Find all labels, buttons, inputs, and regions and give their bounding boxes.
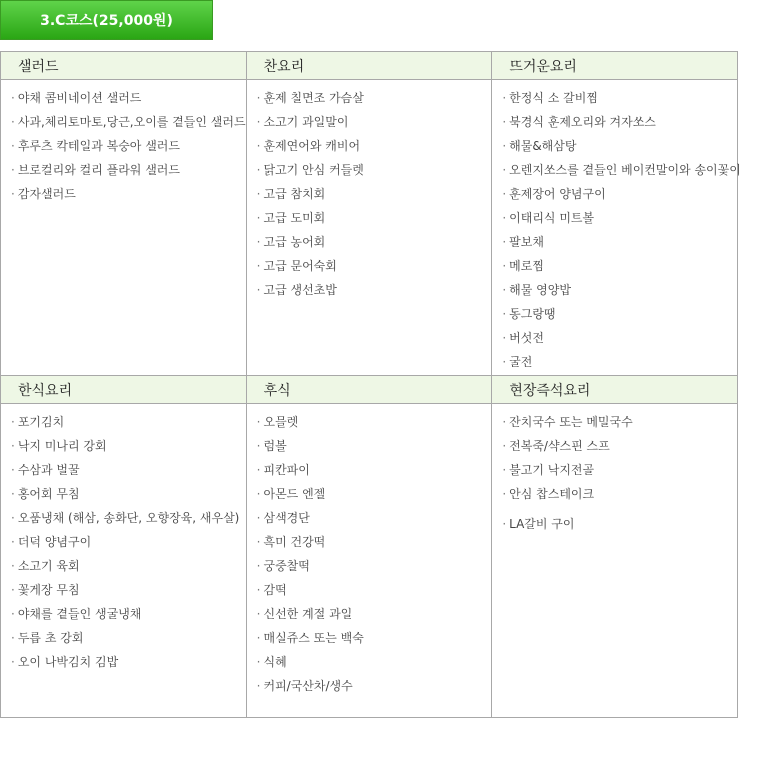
section-hot-dishes — [492, 80, 741, 376]
menu-item-label: 소고기 과일말이 — [263, 115, 349, 129]
bullet-dot: · — [11, 463, 15, 477]
menu-item — [11, 110, 246, 134]
menu-item — [11, 626, 246, 650]
section-header-cold-dishes: 찬요리 — [246, 52, 492, 80]
menu-item-label: 고급 문어숙회 — [263, 259, 337, 273]
menu-item-label: 홍어회 무침 — [17, 487, 80, 501]
menu-item — [257, 602, 492, 626]
section-header-salad: 샐러드 — [1, 52, 247, 80]
menu-item — [11, 434, 246, 458]
menu-item-label: 불고기 낙지전골 — [509, 463, 595, 477]
bullet-dot: · — [256, 511, 261, 525]
bullet-dot: · — [256, 607, 261, 621]
menu-item-label: 감자샐러드 — [17, 187, 76, 201]
menu-item — [257, 530, 492, 554]
bullet-dot: · — [502, 163, 507, 177]
menu-item-label: 커피/국산차/생수 — [263, 679, 353, 693]
menu-item — [502, 512, 737, 536]
bullet-dot: · — [256, 439, 261, 453]
section-header-dessert: 후식 — [246, 376, 492, 404]
menu-item — [257, 650, 492, 674]
menu-item — [257, 458, 492, 482]
menu-item — [502, 458, 737, 482]
item-list — [1, 86, 246, 206]
menu-item — [502, 302, 737, 326]
bullet-dot: · — [256, 115, 261, 129]
menu-item-label: 메로찜 — [509, 259, 544, 273]
menu-item — [257, 626, 492, 650]
bullet-dot: · — [256, 187, 261, 201]
section-header-hot-dishes: 뜨거운요리 — [492, 52, 738, 80]
menu-item-label: 굴전 — [509, 355, 533, 369]
menu-item-label: 삼색경단 — [263, 511, 310, 525]
section-header-live-cooking: 현장즉석요리 — [492, 376, 738, 404]
menu-item-label: 한정식 소 갈비찜 — [509, 91, 598, 105]
bullet-dot: · — [256, 91, 261, 105]
section-korean — [1, 404, 247, 718]
menu-item-label: LA갈비 구이 — [509, 517, 575, 531]
menu-item-label: 감떡 — [263, 583, 287, 597]
list-row-2 — [1, 404, 738, 718]
header-row-1 — [1, 52, 738, 80]
menu-item — [502, 326, 737, 350]
bullet-dot: · — [256, 163, 261, 177]
bullet-dot: · — [502, 235, 507, 249]
menu-item-label: 오이 나박김치 김밥 — [17, 655, 119, 669]
section-live-cooking — [492, 404, 738, 718]
menu-item — [11, 158, 246, 182]
bullet-dot: · — [256, 211, 261, 225]
menu-item — [502, 182, 737, 206]
bullet-dot: · — [11, 187, 15, 201]
section-dessert — [246, 404, 492, 718]
menu-item — [257, 230, 492, 254]
section-cold-dishes — [246, 80, 492, 376]
bullet-dot: · — [11, 139, 15, 153]
menu-item-label: 고급 참치회 — [263, 187, 326, 201]
menu-item-label: 수삼과 벌꿀 — [17, 463, 80, 477]
menu-item-label: 고급 도미회 — [263, 211, 326, 225]
bullet-dot: · — [11, 163, 15, 177]
bullet-dot: · — [502, 331, 507, 345]
bullet-dot: · — [256, 487, 261, 501]
header-row-2 — [1, 376, 738, 404]
menu-item-label: 매실쥬스 또는 백숙 — [263, 631, 364, 645]
menu-item — [11, 458, 246, 482]
menu-item — [502, 158, 741, 182]
bullet-dot: · — [502, 415, 507, 429]
menu-item-label: 훈제연어와 캐비어 — [263, 139, 361, 153]
bullet-dot: · — [256, 583, 261, 597]
bullet-dot: · — [502, 115, 507, 129]
bullet-dot: · — [11, 607, 15, 621]
menu-item-label: 후루츠 칵테일과 복숭아 샐러드 — [17, 139, 180, 153]
bullet-dot: · — [11, 115, 15, 129]
menu-item-label: 안심 찹스테이크 — [509, 487, 595, 501]
bullet-dot: · — [502, 355, 507, 369]
menu-item — [502, 482, 737, 506]
bullet-dot: · — [11, 535, 15, 549]
menu-item — [257, 482, 492, 506]
section-salad — [1, 80, 247, 376]
section-header-korean: 한식요리 — [1, 376, 247, 404]
menu-item-label: 피칸파이 — [263, 463, 310, 477]
menu-item-label: 오렌지쏘스를 곁들인 베이컨말이와 송이꽃이 — [509, 163, 741, 177]
bullet-dot: · — [502, 307, 507, 321]
bullet-dot: · — [502, 139, 507, 153]
menu-item — [257, 578, 492, 602]
menu-item-label: 해물&해삼탕 — [509, 139, 577, 153]
bullet-dot: · — [256, 283, 261, 297]
menu-item — [257, 182, 492, 206]
menu-item-label: 꽃게장 무침 — [17, 583, 80, 597]
menu-item — [257, 410, 492, 434]
bullet-dot: · — [11, 559, 15, 573]
menu-item — [502, 410, 737, 434]
bullet-dot: · — [502, 487, 507, 501]
menu-item-label: 소고기 육회 — [17, 559, 80, 573]
bullet-dot: · — [502, 187, 507, 201]
menu-item-label: 사과,체리토마토,당근,오이를 곁들인 샐러드 — [17, 115, 246, 129]
menu-item — [502, 206, 737, 230]
bullet-dot: · — [256, 259, 261, 273]
menu-item-label: 야채를 곁들인 생굴냉채 — [17, 607, 142, 621]
bullet-dot: · — [11, 511, 15, 525]
menu-item-label: 전복죽/샥스핀 스프 — [509, 439, 610, 453]
menu-item — [11, 86, 246, 110]
menu-item-label: 오믈렛 — [263, 415, 299, 429]
bullet-dot: · — [256, 235, 261, 249]
menu-item — [502, 230, 737, 254]
menu-item-label: 고급 농어회 — [263, 235, 326, 249]
menu-item — [257, 434, 492, 458]
menu-item-label: 훈제장어 양념구이 — [509, 187, 606, 201]
menu-item — [11, 554, 246, 578]
bullet-dot: · — [502, 259, 507, 273]
menu-item-label: 포기김치 — [17, 415, 65, 429]
menu-item-label: 궁중찰떡 — [263, 559, 310, 573]
menu-item-label: 흑미 건강떡 — [263, 535, 326, 549]
menu-item — [257, 554, 492, 578]
menu-item — [502, 278, 737, 302]
course-tab[interactable] — [0, 0, 213, 40]
bullet-dot: · — [256, 139, 261, 153]
menu-item-label: 오품냉채 (해삼, 송화단, 오향장육, 새우살) — [17, 511, 240, 525]
menu-item-label: 야채 콤비네이션 샐러드 — [17, 91, 142, 105]
menu-item-label: 아몬드 엔젤 — [263, 487, 326, 501]
menu-table — [0, 51, 741, 718]
menu-item — [257, 110, 492, 134]
bullet-dot: · — [11, 655, 15, 669]
menu-item-label: 이태리식 미트볼 — [509, 211, 595, 225]
bullet-dot: · — [11, 487, 15, 501]
menu-item-label: 럼볼 — [263, 439, 287, 453]
item-list — [1, 410, 246, 674]
bullet-dot: · — [256, 463, 261, 477]
bullet-dot: · — [256, 679, 261, 693]
bullet-dot: · — [256, 415, 261, 429]
bullet-dot: · — [256, 535, 261, 549]
menu-item-label: 팔보채 — [509, 235, 544, 249]
menu-item — [257, 134, 492, 158]
menu-item-label: 버섯전 — [509, 331, 544, 345]
menu-item — [502, 134, 737, 158]
bullet-dot: · — [11, 583, 15, 597]
bullet-dot: · — [11, 631, 15, 645]
course-title: 3.C코스(25,000원) — [40, 13, 173, 29]
menu-item — [502, 350, 737, 374]
bullet-dot: · — [502, 211, 507, 225]
menu-item — [11, 410, 246, 434]
menu-item-label: 낙지 미나리 강회 — [17, 439, 107, 453]
menu-item — [257, 158, 492, 182]
menu-item — [11, 650, 246, 674]
bullet-dot: · — [502, 463, 507, 477]
menu-item-label: 북경식 훈제오리와 겨자쏘스 — [509, 115, 656, 129]
menu-item-label: 동그랑땡 — [509, 307, 556, 321]
menu-item — [11, 578, 246, 602]
menu-item — [11, 530, 246, 554]
item-list — [247, 86, 492, 302]
menu-item — [257, 254, 492, 278]
menu-item — [502, 110, 737, 134]
item-list — [492, 86, 741, 374]
menu-item — [502, 434, 737, 458]
menu-item — [257, 506, 492, 530]
menu-item — [11, 482, 246, 506]
menu-item — [502, 254, 737, 278]
bullet-dot: · — [256, 655, 261, 669]
list-row-1 — [1, 80, 738, 376]
bullet-dot: · — [502, 91, 507, 105]
item-list — [247, 410, 492, 698]
bullet-dot: · — [502, 517, 507, 531]
menu-item-label: 훈제 칠면조 가슴살 — [263, 91, 364, 105]
bullet-dot: · — [256, 631, 261, 645]
menu-item-label: 닭고기 안심 커들렛 — [263, 163, 364, 177]
menu-item — [257, 674, 492, 698]
menu-item — [257, 86, 492, 110]
bullet-dot: · — [11, 91, 15, 105]
menu-item — [11, 506, 246, 530]
bullet-dot: · — [11, 439, 15, 453]
menu-item — [257, 206, 492, 230]
menu-item — [11, 182, 246, 206]
menu-item-label: 고급 생선초밥 — [263, 283, 337, 297]
item-list — [492, 410, 737, 536]
bullet-dot: · — [256, 559, 261, 573]
menu-item-label: 두릅 초 강회 — [17, 631, 84, 645]
menu-item-label: 신선한 계절 과일 — [263, 607, 353, 621]
bullet-dot: · — [11, 415, 15, 429]
menu-item-label: 잔치국수 또는 메밀국수 — [509, 415, 633, 429]
bullet-dot: · — [502, 283, 507, 297]
menu-item — [11, 134, 246, 158]
menu-item — [257, 278, 492, 302]
menu-item — [11, 602, 246, 626]
bullet-dot: · — [502, 439, 507, 453]
menu-item-label: 식혜 — [263, 655, 287, 669]
menu-item-label: 해물 영양밥 — [509, 283, 571, 297]
menu-item-label: 더덕 양념구이 — [17, 535, 92, 549]
menu-item — [502, 86, 737, 110]
menu-item-label: 브로컬리와 컬리 플라워 샐러드 — [17, 163, 180, 177]
